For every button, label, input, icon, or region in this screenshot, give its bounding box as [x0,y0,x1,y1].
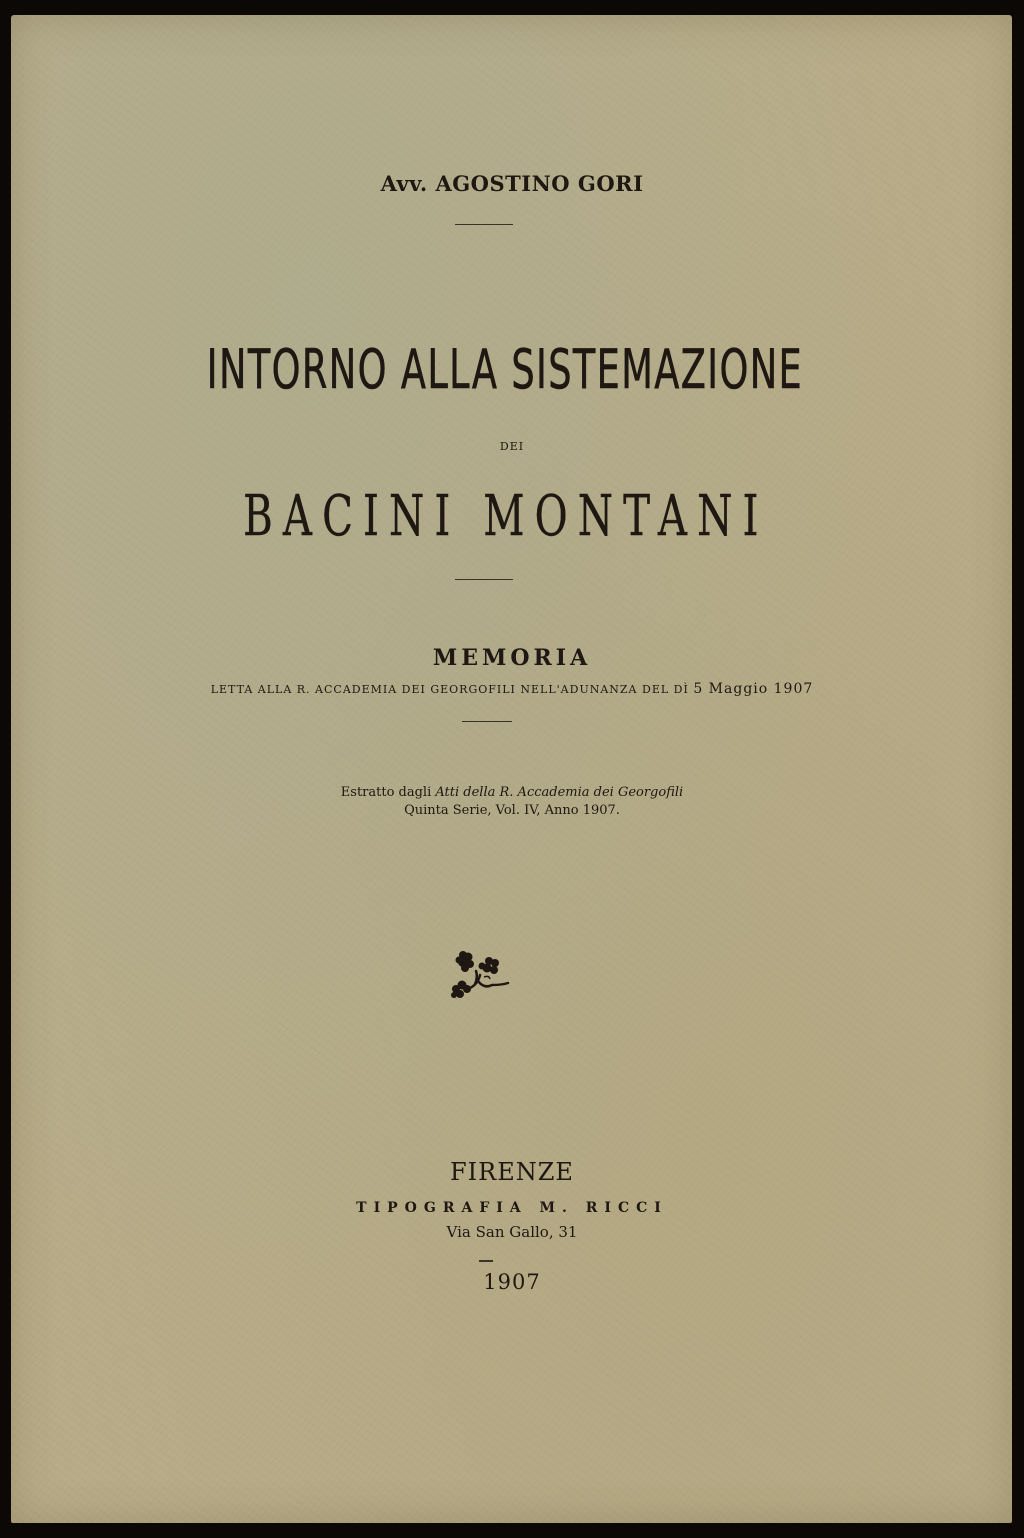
printer-name: TIPOGRAFIA M. RICCI [356,1200,668,1216]
publication-year: 1907 [483,1270,541,1294]
divider-rule [455,579,513,580]
divider-rule [455,224,513,225]
subtitle: MEMORIA [432,645,592,671]
title-page [11,15,1012,1523]
extract-series: Quinta Serie, Vol. IV, Anno 1907. [404,803,620,818]
title-line-1: INTORNO ALLA SISTEMAZIONE [206,338,804,401]
divider-rule [462,721,512,722]
reading-note [0,681,1024,697]
title-connector: DEI [499,440,525,453]
publication-city: FIRENZE [450,1158,574,1186]
extract-prefix: Estratto dagli [340,785,432,800]
author-name: Avv. AGOSTINO GORI [380,171,644,196]
reading-note-date: 5 Maggio 1907 [693,681,814,697]
printer-address: Via San Gallo, 31 [446,1223,578,1241]
extract-source: Atti della R. Accademia dei Georgofili [435,785,684,800]
extract-note [0,785,1024,800]
divider-dash [479,1260,493,1262]
title-line-2: BACINI MONTANI [243,484,769,549]
reading-note-prefix: LETTA ALLA R. ACCADEMIA DEI GEORGOFILI NELL'ADUNANZA DEL DÌ [210,683,689,696]
oak-leaf-sprig-icon [450,951,520,1001]
